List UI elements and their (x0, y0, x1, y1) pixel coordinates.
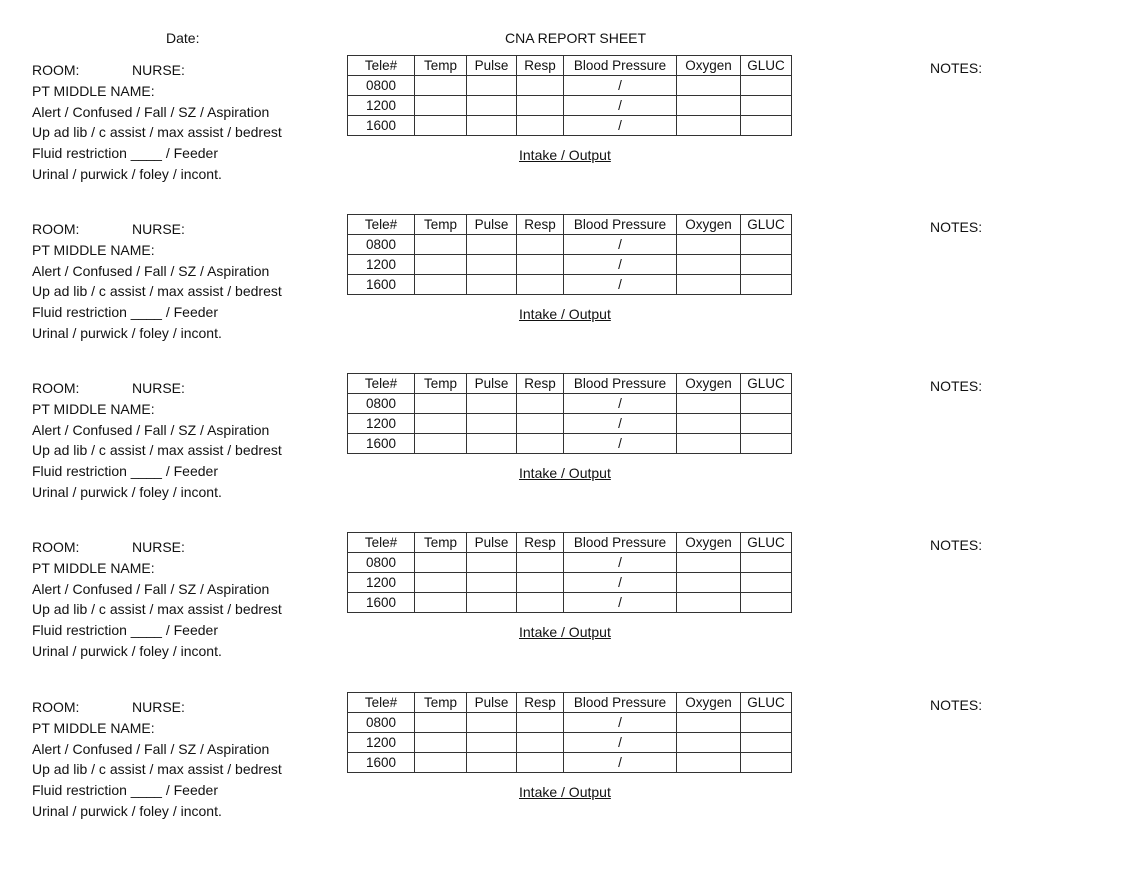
gluc-cell[interactable] (741, 733, 792, 753)
status-options: Alert / Confused / Fall / SZ / Aspiration (32, 740, 270, 757)
notes-label: NOTES: (930, 378, 983, 394)
resp-cell[interactable] (517, 593, 564, 613)
header-gluc: GLUC (741, 215, 792, 235)
nurse-label: NURSE: (132, 699, 185, 715)
fluid-restriction-line: Fluid restriction ____ / Feeder (32, 304, 218, 321)
pulse-cell[interactable] (467, 713, 517, 733)
fluid-restriction-line: Fluid restriction ____ / Feeder (32, 782, 218, 799)
header-oxygen: Oxygen (677, 533, 741, 553)
room-nurse-line (32, 537, 282, 558)
header-resp: Resp (517, 215, 564, 235)
elimination-options: Urinal / purwick / foley / incont. (32, 802, 222, 819)
oxygen-cell[interactable] (677, 553, 741, 573)
time-cell: 1600 (348, 275, 415, 295)
vitals-row-1600 (348, 593, 792, 613)
patient-block (0, 697, 1140, 847)
nurse-label: NURSE: (132, 221, 185, 237)
gluc-cell[interactable] (741, 573, 792, 593)
header-resp: Resp (517, 56, 564, 76)
elimination-options: Urinal / purwick / foley / incont. (32, 483, 222, 500)
gluc-cell[interactable] (741, 235, 792, 255)
header-pulse: Pulse (467, 215, 517, 235)
nurse-label: NURSE: (132, 539, 185, 555)
mobility-options: Up ad lib / c assist / max assist / bedrest (32, 601, 282, 618)
header-tele: Tele# (348, 693, 415, 713)
time-cell: 0800 (348, 553, 415, 573)
temp-cell[interactable] (415, 275, 467, 295)
gluc-cell[interactable] (741, 593, 792, 613)
oxygen-cell[interactable] (677, 593, 741, 613)
room-nurse-line (32, 219, 282, 240)
vitals-table (347, 532, 792, 613)
header-tele: Tele# (348, 215, 415, 235)
oxygen-cell[interactable] (677, 733, 741, 753)
temp-cell[interactable] (415, 76, 467, 96)
bp-cell[interactable]: / (564, 434, 677, 454)
patient-info (32, 378, 282, 503)
resp-cell[interactable] (517, 753, 564, 773)
bp-cell[interactable]: / (564, 593, 677, 613)
time-cell: 1600 (348, 593, 415, 613)
temp-cell[interactable] (415, 733, 467, 753)
oxygen-cell[interactable] (677, 434, 741, 454)
room-label: ROOM: (32, 221, 80, 237)
pt-middle-name-label: PT MIDDLE NAME: (32, 719, 155, 736)
mobility-options: Up ad lib / c assist / max assist / bedrest (32, 124, 282, 141)
elimination-options: Urinal / purwick / foley / incont. (32, 165, 222, 182)
fluid-restriction-line: Fluid restriction ____ / Feeder (32, 145, 218, 162)
nurse-label: NURSE: (132, 380, 185, 396)
header-temp: Temp (415, 374, 467, 394)
patient-block (0, 60, 1140, 210)
oxygen-cell[interactable] (677, 255, 741, 275)
temp-cell[interactable] (415, 713, 467, 733)
header-resp: Resp (517, 693, 564, 713)
oxygen-cell[interactable] (677, 573, 741, 593)
gluc-cell[interactable] (741, 255, 792, 275)
vitals-row-0800 (348, 394, 792, 414)
resp-cell[interactable] (517, 394, 564, 414)
header-gluc: GLUC (741, 374, 792, 394)
notes-label: NOTES: (930, 219, 983, 235)
gluc-cell[interactable] (741, 76, 792, 96)
pulse-cell[interactable] (467, 255, 517, 275)
temp-cell[interactable] (415, 593, 467, 613)
header-temp: Temp (415, 693, 467, 713)
patient-info (32, 697, 282, 822)
intake-output-label: Intake / Output (519, 465, 611, 481)
header-temp: Temp (415, 533, 467, 553)
vitals-row-0800 (348, 76, 792, 96)
resp-cell[interactable] (517, 573, 564, 593)
bp-cell[interactable]: / (564, 76, 677, 96)
pt-middle-name-label: PT MIDDLE NAME: (32, 82, 155, 99)
room-label: ROOM: (32, 699, 80, 715)
pulse-cell[interactable] (467, 116, 517, 136)
mobility-options: Up ad lib / c assist / max assist / bedrest (32, 761, 282, 778)
vitals-row-0800 (348, 553, 792, 573)
elimination-options: Urinal / purwick / foley / incont. (32, 642, 222, 659)
intake-output-label: Intake / Output (519, 147, 611, 163)
gluc-cell[interactable] (741, 553, 792, 573)
bp-cell[interactable]: / (564, 116, 677, 136)
resp-cell[interactable] (517, 713, 564, 733)
room-label: ROOM: (32, 62, 80, 78)
fluid-restriction-line: Fluid restriction ____ / Feeder (32, 463, 218, 480)
header-blood-pressure: Blood Pressure (564, 215, 677, 235)
oxygen-cell[interactable] (677, 96, 741, 116)
intake-output-label: Intake / Output (519, 306, 611, 322)
pulse-cell[interactable] (467, 593, 517, 613)
bp-cell[interactable]: / (564, 713, 677, 733)
status-options: Alert / Confused / Fall / SZ / Aspiration (32, 421, 270, 438)
time-cell: 0800 (348, 713, 415, 733)
vitals-row-1200 (348, 573, 792, 593)
oxygen-cell[interactable] (677, 414, 741, 434)
header-oxygen: Oxygen (677, 56, 741, 76)
pulse-cell[interactable] (467, 434, 517, 454)
vitals-row-1200 (348, 96, 792, 116)
header-temp: Temp (415, 56, 467, 76)
notes-label: NOTES: (930, 697, 983, 713)
temp-cell[interactable] (415, 96, 467, 116)
pulse-cell[interactable] (467, 275, 517, 295)
vitals-table (347, 373, 792, 454)
time-cell: 0800 (348, 235, 415, 255)
time-cell: 1200 (348, 573, 415, 593)
gluc-cell[interactable] (741, 713, 792, 733)
resp-cell[interactable] (517, 414, 564, 434)
bp-cell[interactable]: / (564, 414, 677, 434)
vitals-row-1200 (348, 733, 792, 753)
resp-cell[interactable] (517, 733, 564, 753)
header-pulse: Pulse (467, 374, 517, 394)
header-blood-pressure: Blood Pressure (564, 693, 677, 713)
temp-cell[interactable] (415, 553, 467, 573)
patient-info (32, 60, 282, 185)
room-label: ROOM: (32, 539, 80, 555)
pulse-cell[interactable] (467, 394, 517, 414)
oxygen-cell[interactable] (677, 76, 741, 96)
gluc-cell[interactable] (741, 394, 792, 414)
vitals-row-0800 (348, 713, 792, 733)
pulse-cell[interactable] (467, 96, 517, 116)
bp-cell[interactable]: / (564, 394, 677, 414)
pt-middle-name-label: PT MIDDLE NAME: (32, 400, 155, 417)
resp-cell[interactable] (517, 76, 564, 96)
resp-cell[interactable] (517, 434, 564, 454)
patient-info (32, 219, 282, 344)
fluid-restriction-line: Fluid restriction ____ / Feeder (32, 622, 218, 639)
room-nurse-line (32, 60, 282, 81)
vitals-table (347, 214, 792, 295)
vitals-table (347, 55, 792, 136)
temp-cell[interactable] (415, 235, 467, 255)
header-tele: Tele# (348, 374, 415, 394)
temp-cell[interactable] (415, 394, 467, 414)
vitals-header-row (348, 693, 792, 713)
resp-cell[interactable] (517, 275, 564, 295)
time-cell: 1200 (348, 96, 415, 116)
header-blood-pressure: Blood Pressure (564, 374, 677, 394)
elimination-options: Urinal / purwick / foley / incont. (32, 324, 222, 341)
header-temp: Temp (415, 215, 467, 235)
vitals-header-row (348, 374, 792, 394)
temp-cell[interactable] (415, 753, 467, 773)
oxygen-cell[interactable] (677, 116, 741, 136)
page-title: CNA REPORT SHEET (505, 30, 647, 46)
temp-cell[interactable] (415, 434, 467, 454)
date-label: Date: (166, 30, 200, 46)
bp-cell[interactable]: / (564, 275, 677, 295)
vitals-header-row (348, 56, 792, 76)
room-nurse-line (32, 378, 282, 399)
intake-output-label: Intake / Output (519, 624, 611, 640)
header-blood-pressure: Blood Pressure (564, 56, 677, 76)
pt-middle-name-label: PT MIDDLE NAME: (32, 241, 155, 258)
gluc-cell[interactable] (741, 116, 792, 136)
bp-cell[interactable]: / (564, 573, 677, 593)
time-cell: 1200 (348, 255, 415, 275)
bp-cell[interactable]: / (564, 255, 677, 275)
temp-cell[interactable] (415, 255, 467, 275)
vitals-table (347, 692, 792, 773)
notes-label: NOTES: (930, 537, 983, 553)
oxygen-cell[interactable] (677, 235, 741, 255)
gluc-cell[interactable] (741, 414, 792, 434)
header-blood-pressure: Blood Pressure (564, 533, 677, 553)
time-cell: 1600 (348, 116, 415, 136)
pulse-cell[interactable] (467, 235, 517, 255)
header-tele: Tele# (348, 56, 415, 76)
bp-cell[interactable]: / (564, 753, 677, 773)
resp-cell[interactable] (517, 553, 564, 573)
header-oxygen: Oxygen (677, 215, 741, 235)
pulse-cell[interactable] (467, 573, 517, 593)
oxygen-cell[interactable] (677, 394, 741, 414)
gluc-cell[interactable] (741, 96, 792, 116)
resp-cell[interactable] (517, 116, 564, 136)
vitals-row-1600 (348, 116, 792, 136)
resp-cell[interactable] (517, 235, 564, 255)
oxygen-cell[interactable] (677, 713, 741, 733)
bp-cell[interactable]: / (564, 733, 677, 753)
time-cell: 1200 (348, 414, 415, 434)
pulse-cell[interactable] (467, 733, 517, 753)
time-cell: 1600 (348, 434, 415, 454)
header-resp: Resp (517, 374, 564, 394)
gluc-cell[interactable] (741, 753, 792, 773)
nurse-label: NURSE: (132, 62, 185, 78)
patient-block (0, 537, 1140, 687)
vitals-row-1600 (348, 434, 792, 454)
patient-info (32, 537, 282, 662)
bp-cell[interactable]: / (564, 235, 677, 255)
vitals-row-1600 (348, 753, 792, 773)
header-gluc: GLUC (741, 533, 792, 553)
vitals-header-row (348, 215, 792, 235)
time-cell: 0800 (348, 394, 415, 414)
room-nurse-line (32, 697, 282, 718)
header-oxygen: Oxygen (677, 374, 741, 394)
temp-cell[interactable] (415, 414, 467, 434)
vitals-row-1200 (348, 414, 792, 434)
pulse-cell[interactable] (467, 76, 517, 96)
gluc-cell[interactable] (741, 434, 792, 454)
header-resp: Resp (517, 533, 564, 553)
header-oxygen: Oxygen (677, 693, 741, 713)
vitals-row-1200 (348, 255, 792, 275)
temp-cell[interactable] (415, 573, 467, 593)
pulse-cell[interactable] (467, 553, 517, 573)
resp-cell[interactable] (517, 96, 564, 116)
header-pulse: Pulse (467, 533, 517, 553)
time-cell: 1600 (348, 753, 415, 773)
patient-block (0, 219, 1140, 369)
resp-cell[interactable] (517, 255, 564, 275)
header-pulse: Pulse (467, 56, 517, 76)
notes-label: NOTES: (930, 60, 983, 76)
vitals-row-0800 (348, 235, 792, 255)
vitals-row-1600 (348, 275, 792, 295)
oxygen-cell[interactable] (677, 275, 741, 295)
mobility-options: Up ad lib / c assist / max assist / bedrest (32, 283, 282, 300)
header-gluc: GLUC (741, 56, 792, 76)
status-options: Alert / Confused / Fall / SZ / Aspiration (32, 262, 270, 279)
room-label: ROOM: (32, 380, 80, 396)
patient-block (0, 378, 1140, 528)
bp-cell[interactable]: / (564, 553, 677, 573)
mobility-options: Up ad lib / c assist / max assist / bedrest (32, 442, 282, 459)
intake-output-label: Intake / Output (519, 784, 611, 800)
header-tele: Tele# (348, 533, 415, 553)
header-pulse: Pulse (467, 693, 517, 713)
pulse-cell[interactable] (467, 753, 517, 773)
time-cell: 1200 (348, 733, 415, 753)
oxygen-cell[interactable] (677, 753, 741, 773)
temp-cell[interactable] (415, 116, 467, 136)
vitals-header-row (348, 533, 792, 553)
time-cell: 0800 (348, 76, 415, 96)
pulse-cell[interactable] (467, 414, 517, 434)
gluc-cell[interactable] (741, 275, 792, 295)
status-options: Alert / Confused / Fall / SZ / Aspiration (32, 103, 270, 120)
pt-middle-name-label: PT MIDDLE NAME: (32, 559, 155, 576)
header-gluc: GLUC (741, 693, 792, 713)
bp-cell[interactable]: / (564, 96, 677, 116)
status-options: Alert / Confused / Fall / SZ / Aspiration (32, 580, 270, 597)
